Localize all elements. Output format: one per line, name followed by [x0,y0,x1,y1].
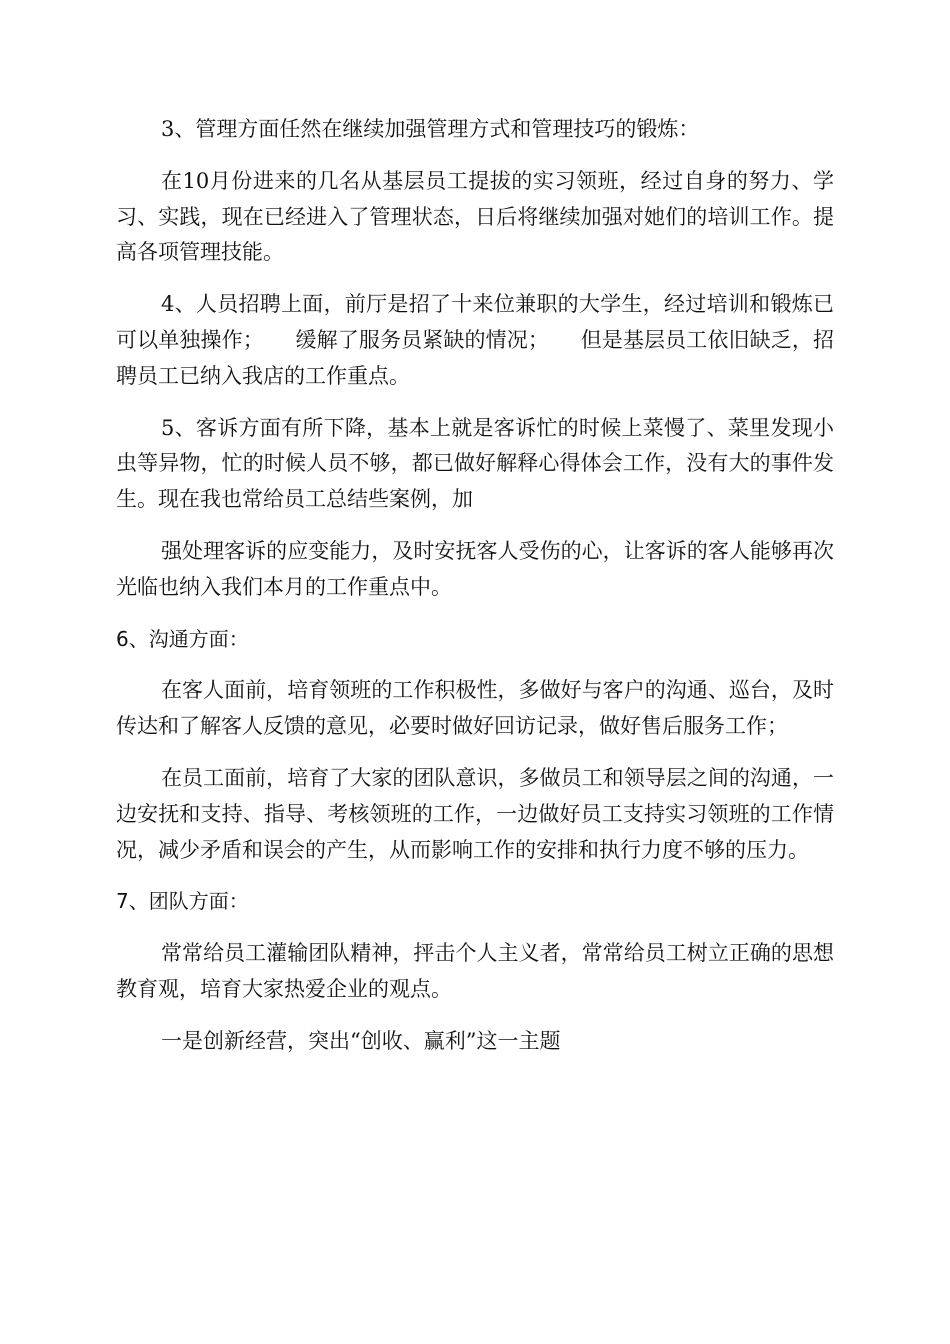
paragraph-team-spirit: 常常给员工灌输团队精神，抨击个人主义者，常常给员工树立正确的思想教育观，培育大家热爱企业的观点。 [116,941,834,1001]
heading-communication: 6、沟通方面： [116,626,249,651]
paragraph-trainee-supervisors: 在10月份进来的几名从基层员工提拔的实习领班，经过自身的努力、学习、实践，现在已经进入了管理状态，日后将继续加强对她们的培训工作。提高各项管理技能。 [116,168,834,265]
paragraph-complaints: 5、客诉方面有所下降，基本上就是客诉忙的时候上菜慢了、菜里发现小虫等异物，忙的时候人员不够，都已做好解释心得体会工作，没有大的事件发生。现在我也常给员工总结些案例，加 [116,415,834,512]
paragraph-innovation: 一是创新经营，突出“创收、赢利”这一主题 [161,1028,561,1053]
paragraph-management: 3、管理方面任然在继续加强管理方式和管理技巧的锻炼： [161,117,700,141]
heading-team: 7、团队方面： [116,889,249,914]
paragraph-communication-staff: 在员工面前，培育了大家的团队意识，多做员工和领导层之间的沟通，一边安抚和支持、指导、考核领班的工作，一边做好员工支持实习领班的工作情况，减少矛盾和误会的产生，从而影响工作的安排和执行力度不够的压力。 [116,765,834,862]
paragraph-complaints-continued: 强处理客诉的应变能力，及时安抚客人受伤的心，让客诉的客人能够再次光临也纳入我们本月的工作重点中。 [116,538,834,599]
paragraph-communication-customers: 在客人面前，培育领班的工作积极性，多做好与客户的沟通、巡台，及时传达和了解客人反馈的意见，必要时做好回访记录，做好售后服务工作； [116,678,834,739]
paragraph-recruitment: 4、人员招聘上面，前厅是招了十来位兼职的大学生，经过培训和锻炼已可以单独操作； 缓解了服务员紧缺的情况； 但是基层员工依旧缺乏，招聘员工已纳入我店的工作重点。 [116,292,834,388]
